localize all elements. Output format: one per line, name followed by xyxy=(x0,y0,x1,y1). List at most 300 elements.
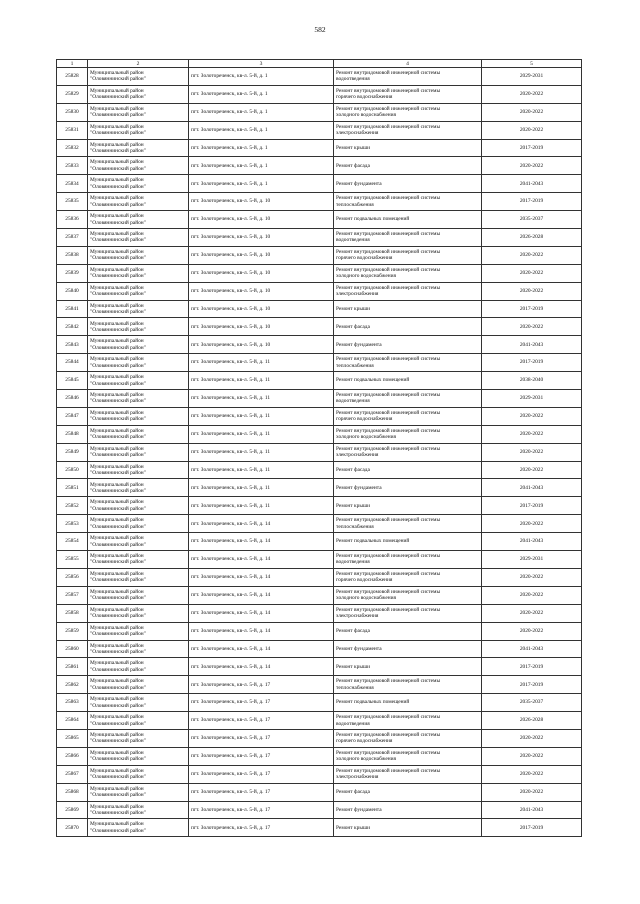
municipality-cell xyxy=(88,282,189,300)
work-type-cell xyxy=(334,103,482,121)
term-cell: 2038-2040 xyxy=(482,372,582,390)
term-cell: 2041-2043 xyxy=(482,533,582,551)
address-cell: пгт. Золотореченск, кв-л. 5-й, д. 1 xyxy=(189,103,334,121)
municipality-cell xyxy=(88,175,189,193)
work-type-cell xyxy=(334,479,482,497)
municipality-cell xyxy=(88,515,189,533)
work-type-line: холодного водоснабжения xyxy=(336,273,396,280)
work-type-line: Ремонт внутридомовой инженерной системы xyxy=(336,409,441,416)
term-cell: 2020-2022 xyxy=(482,264,582,282)
work-type-line: Ремонт внутридомовой инженерной системы xyxy=(336,553,441,560)
table-row xyxy=(57,747,582,765)
municipality-line: "Оловяннинский район" xyxy=(90,774,146,781)
municipality-line: Муниципальный район xyxy=(90,284,144,291)
row-number: 25864 xyxy=(57,712,88,730)
municipality-line: "Оловяннинский район" xyxy=(90,505,146,512)
municipality-line: "Оловяннинский район" xyxy=(90,201,146,208)
row-number: 25862 xyxy=(57,676,88,694)
work-type-line: холодного водоснабжения xyxy=(336,112,396,119)
work-type-line: теплоснабжения xyxy=(336,362,374,369)
municipality-line: "Оловяннинский район" xyxy=(90,362,146,369)
municipality-cell xyxy=(88,622,189,640)
row-number: 25865 xyxy=(57,729,88,747)
municipality-line: Муниципальный район xyxy=(90,302,144,309)
municipality-line: "Оловяннинский район" xyxy=(90,648,146,655)
row-number: 25853 xyxy=(57,515,88,533)
address-cell: пгт. Золотореченск, кв-л. 5-й, д. 17 xyxy=(189,694,334,712)
work-type-line: электроснабжения xyxy=(336,613,379,620)
row-number: 25837 xyxy=(57,229,88,247)
work-type-line: Ремонт внутридомовой инженерной системы xyxy=(336,392,441,399)
work-type-cell xyxy=(334,712,482,730)
row-number: 25840 xyxy=(57,282,88,300)
work-type-line: водоотведения xyxy=(336,237,370,244)
row-number: 25828 xyxy=(57,68,88,86)
work-type-line: электроснабжения xyxy=(336,774,379,781)
address-cell: пгт. Золотореченск, кв-л. 5-й, д. 11 xyxy=(189,461,334,479)
term-cell: 2041-2043 xyxy=(482,175,582,193)
municipality-cell xyxy=(88,264,189,282)
row-number: 25851 xyxy=(57,479,88,497)
work-type-cell xyxy=(334,551,482,569)
municipality-cell xyxy=(88,586,189,604)
table-row xyxy=(57,479,582,497)
address-cell: пгт. Золотореченск, кв-л. 5-й, д. 17 xyxy=(189,765,334,783)
work-type-cell xyxy=(334,640,482,658)
municipality-line: Муниципальный район xyxy=(90,821,144,828)
table-row xyxy=(57,640,582,658)
municipality-line: Муниципальный район xyxy=(90,231,144,238)
address-cell: пгт. Золотореченск, кв-л. 5-й, д. 14 xyxy=(189,640,334,658)
work-type-line: холодного водоснабжения xyxy=(336,434,396,441)
municipality-cell xyxy=(88,783,189,801)
work-type-line: Ремонт внутридомовой инженерной системы xyxy=(336,445,441,452)
municipality-line: "Оловяннинский район" xyxy=(90,273,146,280)
row-number: 25829 xyxy=(57,85,88,103)
table-row xyxy=(57,264,582,282)
municipality-line: "Оловяннинский район" xyxy=(90,148,146,154)
work-type-cell xyxy=(334,336,482,354)
table-row xyxy=(57,658,582,676)
municipality-cell xyxy=(88,425,189,443)
work-type-line: Ремонт фундамента xyxy=(336,645,382,652)
address-cell: пгт. Золотореченск, кв-л. 5-й, д. 11 xyxy=(189,479,334,497)
municipality-line: Муниципальный район xyxy=(90,499,144,506)
address-cell: пгт. Золотореченск, кв-л. 5-й, д. 17 xyxy=(189,783,334,801)
work-type-line: Ремонт внутридомовой инженерной системы xyxy=(336,231,441,238)
term-cell: 2020-2022 xyxy=(482,604,582,622)
work-type-line: Ремонт внутридомовой инженерной системы xyxy=(336,123,441,130)
municipality-line: Муниципальный район xyxy=(90,427,144,434)
table-row xyxy=(57,497,582,515)
term-cell: 2020-2022 xyxy=(482,318,582,336)
municipality-line: "Оловяннинский район" xyxy=(90,76,146,83)
municipality-line: Муниципальный район xyxy=(90,803,144,810)
term-cell: 2020-2022 xyxy=(482,783,582,801)
municipality-line: Муниципальный район xyxy=(90,105,144,112)
municipality-line: "Оловяннинский район" xyxy=(90,595,146,602)
municipality-line: Муниципальный район xyxy=(90,356,144,363)
term-cell: 2026-2028 xyxy=(482,712,582,730)
municipality-line: "Оловяннинский район" xyxy=(90,559,146,566)
work-type-cell xyxy=(334,801,482,819)
row-number: 25857 xyxy=(57,586,88,604)
row-number: 25836 xyxy=(57,211,88,229)
municipality-cell xyxy=(88,229,189,247)
work-type-cell xyxy=(334,354,482,372)
work-type-cell xyxy=(334,497,482,515)
municipality-line: "Оловяннинский район" xyxy=(90,398,146,405)
term-cell: 2029-2031 xyxy=(482,390,582,408)
term-cell: 2020-2022 xyxy=(482,461,582,479)
municipality-line: Муниципальный район xyxy=(90,445,144,452)
row-number: 25854 xyxy=(57,533,88,551)
municipality-line: Муниципальный район xyxy=(90,123,144,130)
term-cell: 2020-2022 xyxy=(482,622,582,640)
address-cell: пгт. Золотореченск, кв-л. 5-й, д. 1 xyxy=(189,85,334,103)
municipality-line: Муниципальный район xyxy=(90,141,144,148)
municipality-line: "Оловяннинский район" xyxy=(90,792,146,799)
address-cell: пгт. Золотореченск, кв-л. 5-й, д. 1 xyxy=(189,121,334,139)
work-type-line: Ремонт крыши xyxy=(336,144,370,151)
work-type-line: холодного водоснабжения xyxy=(336,595,396,602)
work-type-line: Ремонт крыши xyxy=(336,305,370,312)
municipality-cell xyxy=(88,819,189,837)
work-type-cell xyxy=(334,68,482,86)
table-row xyxy=(57,336,582,354)
work-type-line: Ремонт внутридомовой инженерной системы xyxy=(336,427,441,434)
table-row xyxy=(57,729,582,747)
municipality-cell xyxy=(88,443,189,461)
address-cell: пгт. Золотореченск, кв-л. 5-й, д. 14 xyxy=(189,658,334,676)
term-cell: 2020-2022 xyxy=(482,282,582,300)
municipality-line: Муниципальный район xyxy=(90,517,144,524)
row-number: 25859 xyxy=(57,622,88,640)
municipality-line: "Оловяннинский район" xyxy=(90,255,146,262)
municipality-cell xyxy=(88,658,189,676)
work-type-cell xyxy=(334,694,482,712)
municipality-line: Муниципальный район xyxy=(90,374,144,381)
table-row xyxy=(57,175,582,193)
work-type-cell xyxy=(334,139,482,157)
table-row xyxy=(57,819,582,837)
work-type-line: Ремонт подвальных помещений xyxy=(336,377,410,384)
work-type-cell xyxy=(334,729,482,747)
municipality-cell xyxy=(88,68,189,86)
term-cell: 2020-2022 xyxy=(482,568,582,586)
municipality-cell xyxy=(88,479,189,497)
row-number: 25863 xyxy=(57,694,88,712)
table-row xyxy=(57,85,582,103)
table-row xyxy=(57,282,582,300)
municipality-cell xyxy=(88,407,189,425)
row-number: 25842 xyxy=(57,318,88,336)
row-number: 25830 xyxy=(57,103,88,121)
municipality-line: Муниципальный район xyxy=(90,642,144,649)
work-type-line: горячего водоснабжения xyxy=(336,738,393,745)
table-row xyxy=(57,765,582,783)
row-number: 25848 xyxy=(57,425,88,443)
municipality-cell xyxy=(88,533,189,551)
municipality-line: Муниципальный район xyxy=(90,338,144,345)
work-type-cell xyxy=(334,121,482,139)
header-col-1: 1 xyxy=(57,60,88,68)
table-row xyxy=(57,407,582,425)
work-type-line: Ремонт внутридомовой инженерной системы xyxy=(336,731,441,738)
work-type-cell xyxy=(334,586,482,604)
address-cell: пгт. Золотореченск, кв-л. 5-й, д. 14 xyxy=(189,568,334,586)
row-number: 25850 xyxy=(57,461,88,479)
municipality-cell xyxy=(88,318,189,336)
municipality-line: Муниципальный район xyxy=(90,678,144,685)
municipality-line: Муниципальный район xyxy=(90,177,144,184)
work-type-cell xyxy=(334,765,482,783)
work-type-cell xyxy=(334,264,482,282)
municipality-cell xyxy=(88,765,189,783)
row-number: 25845 xyxy=(57,372,88,390)
municipality-line: Муниципальный район xyxy=(90,409,144,416)
address-cell: пгт. Золотореченск, кв-л. 5-й, д. 10 xyxy=(189,336,334,354)
row-number: 25834 xyxy=(57,175,88,193)
work-type-cell xyxy=(334,622,482,640)
term-cell: 2020-2022 xyxy=(482,765,582,783)
work-type-line: холодного водоснабжения xyxy=(336,756,396,763)
municipality-line: "Оловяннинский район" xyxy=(90,219,146,226)
work-type-line: Ремонт внутридомовой инженерной системы xyxy=(336,70,441,77)
table-row xyxy=(57,568,582,586)
municipality-line: Муниципальный район xyxy=(90,785,144,792)
address-cell: пгт. Золотореченск, кв-л. 5-й, д. 10 xyxy=(189,229,334,247)
table-row xyxy=(57,586,582,604)
table-row xyxy=(57,68,582,86)
table-header xyxy=(57,60,582,68)
term-cell: 2017-2019 xyxy=(482,819,582,837)
address-cell: пгт. Золотореченск, кв-л. 5-й, д. 1 xyxy=(189,175,334,193)
row-number: 25838 xyxy=(57,246,88,264)
row-number: 25867 xyxy=(57,765,88,783)
municipality-line: Муниципальный район xyxy=(90,266,144,273)
municipality-cell xyxy=(88,336,189,354)
address-cell: пгт. Золотореченск, кв-л. 5-й, д. 10 xyxy=(189,300,334,318)
municipality-cell xyxy=(88,85,189,103)
address-cell: пгт. Золотореченск, кв-л. 5-й, д. 10 xyxy=(189,318,334,336)
work-type-cell xyxy=(334,175,482,193)
address-cell: пгт. Золотореченск, кв-л. 5-й, д. 14 xyxy=(189,586,334,604)
table-row xyxy=(57,712,582,730)
work-type-cell xyxy=(334,515,482,533)
row-number: 25856 xyxy=(57,568,88,586)
municipality-line: "Оловяннинский район" xyxy=(90,344,146,351)
municipality-line: "Оловяннинский район" xyxy=(90,237,146,244)
work-type-line: теплоснабжения xyxy=(336,201,374,208)
municipality-line: Муниципальный район xyxy=(90,159,144,166)
municipality-cell xyxy=(88,139,189,157)
work-type-line: Ремонт внутридомовой инженерной системы xyxy=(336,678,441,685)
municipality-cell xyxy=(88,193,189,211)
term-cell: 2020-2022 xyxy=(482,729,582,747)
address-cell: пгт. Золотореченск, кв-л. 5-й, д. 17 xyxy=(189,712,334,730)
term-cell: 2020-2022 xyxy=(482,443,582,461)
work-type-line: Ремонт подвальных помещений xyxy=(336,216,410,223)
work-type-line: Ремонт внутридомовой инженерной системы xyxy=(336,248,441,255)
table-row xyxy=(57,443,582,461)
municipality-line: "Оловяннинский район" xyxy=(90,183,146,190)
term-cell: 2029-2031 xyxy=(482,68,582,86)
term-cell: 2020-2022 xyxy=(482,157,582,175)
row-number: 25832 xyxy=(57,139,88,157)
municipality-line: "Оловяннинский район" xyxy=(90,309,146,316)
term-cell: 2020-2022 xyxy=(482,246,582,264)
term-cell: 2020-2022 xyxy=(482,85,582,103)
municipality-cell xyxy=(88,372,189,390)
term-cell: 2017-2019 xyxy=(482,354,582,372)
municipality-line: "Оловяннинский район" xyxy=(90,613,146,620)
work-type-line: Ремонт внутридомовой инженерной системы xyxy=(336,266,441,273)
table-body xyxy=(57,68,582,837)
work-type-line: электроснабжения xyxy=(336,130,379,137)
municipality-line: "Оловяннинский район" xyxy=(90,112,146,119)
table-row xyxy=(57,783,582,801)
municipality-line: Муниципальный район xyxy=(90,320,144,327)
work-type-line: Ремонт крыши xyxy=(336,502,370,509)
work-type-line: Ремонт фасада xyxy=(336,627,370,634)
work-type-cell xyxy=(334,211,482,229)
address-cell: пгт. Золотореченск, кв-л. 5-й, д. 17 xyxy=(189,729,334,747)
work-type-line: Ремонт внутридомовой инженерной системы xyxy=(336,517,441,524)
municipality-line: "Оловяннинский район" xyxy=(90,684,146,691)
address-cell: пгт. Золотореченск, кв-л. 5-й, д. 11 xyxy=(189,497,334,515)
row-number: 25849 xyxy=(57,443,88,461)
table-row xyxy=(57,694,582,712)
municipality-cell xyxy=(88,390,189,408)
row-number: 25843 xyxy=(57,336,88,354)
municipality-line: "Оловяннинский район" xyxy=(90,541,146,548)
work-type-line: Ремонт внутридомовой инженерной системы xyxy=(336,606,441,613)
work-type-cell xyxy=(334,658,482,676)
work-type-line: Ремонт крыши xyxy=(336,663,370,670)
work-type-line: Ремонт внутридомовой инженерной системы xyxy=(336,195,441,202)
municipality-cell xyxy=(88,676,189,694)
municipality-line: Муниципальный район xyxy=(90,624,144,631)
municipality-line: Муниципальный район xyxy=(90,87,144,94)
table-row xyxy=(57,193,582,211)
municipality-cell xyxy=(88,497,189,515)
term-cell: 2041-2043 xyxy=(482,336,582,354)
municipality-line: "Оловяннинский район" xyxy=(90,380,146,387)
municipality-cell xyxy=(88,801,189,819)
row-number: 25858 xyxy=(57,604,88,622)
work-type-line: Ремонт внутридомовой инженерной системы xyxy=(336,588,441,595)
header-col-3: 3 xyxy=(189,60,334,68)
page-number: 582 xyxy=(314,25,326,34)
work-type-line: Ремонт крыши xyxy=(336,824,370,831)
address-cell: пгт. Золотореченск, кв-л. 5-й, д. 11 xyxy=(189,425,334,443)
term-cell: 2020-2022 xyxy=(482,407,582,425)
table-row xyxy=(57,801,582,819)
table-row xyxy=(57,676,582,694)
municipality-line: "Оловяннинский район" xyxy=(90,291,146,298)
address-cell: пгт. Золотореченск, кв-л. 5-й, д. 17 xyxy=(189,801,334,819)
table-row xyxy=(57,246,582,264)
term-cell: 2020-2022 xyxy=(482,747,582,765)
address-cell: пгт. Золотореченск, кв-л. 5-й, д. 14 xyxy=(189,533,334,551)
term-cell: 2020-2022 xyxy=(482,515,582,533)
municipality-line: "Оловяннинский район" xyxy=(90,452,146,459)
row-number: 25847 xyxy=(57,407,88,425)
municipality-line: "Оловяннинский район" xyxy=(90,165,146,172)
work-type-line: Ремонт фундамента xyxy=(336,484,382,491)
municipality-line: Муниципальный район xyxy=(90,749,144,756)
term-cell: 2020-2022 xyxy=(482,121,582,139)
table-row xyxy=(57,229,582,247)
municipality-line: "Оловяннинский район" xyxy=(90,827,146,834)
municipality-line: Муниципальный район xyxy=(90,535,144,542)
work-type-cell xyxy=(334,318,482,336)
table-row xyxy=(57,425,582,443)
municipality-cell xyxy=(88,300,189,318)
work-type-line: электроснабжения xyxy=(336,291,379,298)
work-type-cell xyxy=(334,300,482,318)
work-type-cell xyxy=(334,193,482,211)
municipality-line: Муниципальный район xyxy=(90,481,144,488)
term-cell: 2041-2043 xyxy=(482,640,582,658)
work-type-line: горячего водоснабжения xyxy=(336,94,393,101)
municipality-line: Муниципальный район xyxy=(90,213,144,220)
work-type-line: Ремонт фасада xyxy=(336,323,370,330)
work-type-line: Ремонт фасада xyxy=(336,466,370,473)
row-number: 25852 xyxy=(57,497,88,515)
work-type-line: Ремонт фасада xyxy=(336,162,370,169)
municipality-line: Муниципальный район xyxy=(90,195,144,202)
municipality-line: "Оловяннинский район" xyxy=(90,94,146,101)
term-cell: 2020-2022 xyxy=(482,586,582,604)
work-type-line: электроснабжения xyxy=(336,452,379,459)
address-cell: пгт. Золотореченск, кв-л. 5-й, д. 10 xyxy=(189,282,334,300)
municipality-line: "Оловяннинский район" xyxy=(90,756,146,763)
address-cell: пгт. Золотореченск, кв-л. 5-й, д. 1 xyxy=(189,157,334,175)
municipality-line: Муниципальный район xyxy=(90,731,144,738)
address-cell: пгт. Золотореченск, кв-л. 5-й, д. 14 xyxy=(189,515,334,533)
work-type-line: Ремонт фасада xyxy=(336,788,370,795)
term-cell: 2017-2019 xyxy=(482,497,582,515)
table-row xyxy=(57,604,582,622)
table-row xyxy=(57,622,582,640)
address-cell: пгт. Золотореченск, кв-л. 5-й, д. 10 xyxy=(189,211,334,229)
municipality-line: Муниципальный район xyxy=(90,606,144,613)
table-row xyxy=(57,211,582,229)
work-type-line: Ремонт подвальных помещений xyxy=(336,699,410,706)
municipality-cell xyxy=(88,121,189,139)
row-number: 25868 xyxy=(57,783,88,801)
municipality-line: "Оловяннинский район" xyxy=(90,738,146,745)
municipality-line: "Оловяннинский район" xyxy=(90,720,146,727)
work-type-cell xyxy=(334,372,482,390)
table-row xyxy=(57,372,582,390)
row-number: 25861 xyxy=(57,658,88,676)
work-type-line: водоотведения xyxy=(336,76,370,83)
address-cell: пгт. Золотореченск, кв-л. 5-й, д. 11 xyxy=(189,354,334,372)
work-type-cell xyxy=(334,390,482,408)
work-type-line: горячего водоснабжения xyxy=(336,416,393,423)
work-type-line: теплоснабжения xyxy=(336,523,374,530)
address-cell: пгт. Золотореченск, кв-л. 5-й, д. 17 xyxy=(189,676,334,694)
table-row xyxy=(57,103,582,121)
municipality-cell xyxy=(88,157,189,175)
table-row xyxy=(57,300,582,318)
work-type-line: Ремонт внутридомовой инженерной системы xyxy=(336,87,441,94)
row-number: 25869 xyxy=(57,801,88,819)
municipality-cell xyxy=(88,103,189,121)
